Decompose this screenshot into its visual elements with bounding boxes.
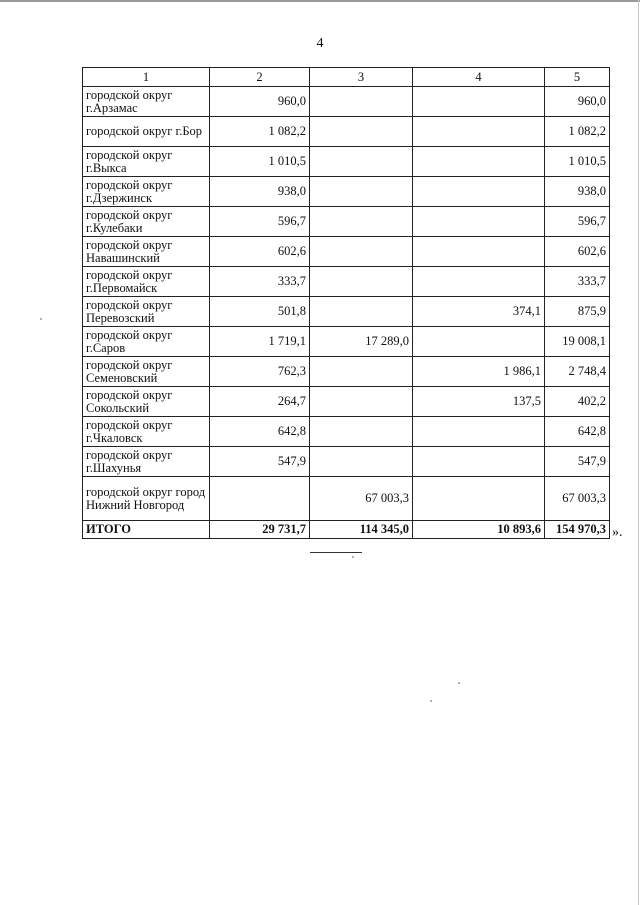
- value-cell-col2: 547,9: [210, 447, 310, 477]
- value-cell-col5: 333,7: [545, 267, 610, 297]
- municipality-name: городской округ г.Бор: [83, 117, 210, 147]
- table-row: [83, 477, 610, 521]
- table-row: [83, 447, 610, 477]
- scan-speck: [430, 700, 432, 702]
- value-cell-col5: 19 008,1: [545, 327, 610, 357]
- value-cell-col4: [413, 417, 545, 447]
- value-cell-col2: 602,6: [210, 237, 310, 267]
- value-cell-col4: [413, 87, 545, 117]
- value-cell-col3: [310, 297, 413, 327]
- value-cell-col2: 762,3: [210, 357, 310, 387]
- value-cell-col3: [310, 237, 413, 267]
- value-cell-col2: 938,0: [210, 177, 310, 207]
- value-cell-col5: 67 003,3: [545, 477, 610, 521]
- value-cell-col5: 1 082,2: [545, 117, 610, 147]
- municipality-name: городской округ г.Кулебаки: [83, 207, 210, 237]
- value-cell-col4: [413, 117, 545, 147]
- scan-speck: [458, 682, 460, 684]
- header-cell: 3: [310, 68, 413, 87]
- table-row: [83, 147, 610, 177]
- table-row: [83, 237, 610, 267]
- value-cell-col3: [310, 177, 413, 207]
- value-cell-col2: [210, 477, 310, 521]
- table-row: [83, 267, 610, 297]
- value-cell-col3: [310, 87, 413, 117]
- header-row: [83, 68, 610, 87]
- table-row: [83, 357, 610, 387]
- total-col2: 29 731,7: [210, 521, 310, 539]
- table-row: [83, 87, 610, 117]
- municipality-name: городской округ Семеновский: [83, 357, 210, 387]
- value-cell-col3: 67 003,3: [310, 477, 413, 521]
- table-row: [83, 387, 610, 417]
- value-cell-col5: 1 010,5: [545, 147, 610, 177]
- value-cell-col4: [413, 177, 545, 207]
- table-row: [83, 177, 610, 207]
- value-cell-col3: [310, 147, 413, 177]
- budget-table: [82, 67, 610, 539]
- closing-quote-mark: ».: [612, 525, 623, 540]
- scan-speck: [352, 556, 354, 558]
- value-cell-col4: [413, 477, 545, 521]
- value-cell-col5: 602,6: [545, 237, 610, 267]
- value-cell-col2: 960,0: [210, 87, 310, 117]
- value-cell-col4: 137,5: [413, 387, 545, 417]
- value-cell-col3: [310, 207, 413, 237]
- value-cell-col4: [413, 327, 545, 357]
- table-row: [83, 207, 610, 237]
- value-cell-col4: [413, 147, 545, 177]
- value-cell-col2: 1 082,2: [210, 117, 310, 147]
- municipality-name: городской округ г.Дзержинск: [83, 177, 210, 207]
- value-cell-col2: 1 719,1: [210, 327, 310, 357]
- scan-right-edge: [638, 0, 639, 905]
- municipality-name: городской округ город Нижний Новгород: [83, 477, 210, 521]
- scan-top-edge: [0, 0, 640, 2]
- value-cell-col5: 2 748,4: [545, 357, 610, 387]
- header-cell: 5: [545, 68, 610, 87]
- table-row: [83, 417, 610, 447]
- value-cell-col5: 642,8: [545, 417, 610, 447]
- value-cell-col3: [310, 447, 413, 477]
- value-cell-col4: [413, 267, 545, 297]
- municipality-name: городской округ г.Шахунья: [83, 447, 210, 477]
- value-cell-col5: 960,0: [545, 87, 610, 117]
- value-cell-col3: [310, 417, 413, 447]
- value-cell-col3: [310, 117, 413, 147]
- header-cell: 2: [210, 68, 310, 87]
- municipality-name: городской округ г.Саров: [83, 327, 210, 357]
- table-row: [83, 297, 610, 327]
- page-number: 4: [316, 36, 324, 51]
- value-cell-col4: [413, 207, 545, 237]
- municipality-name: городской округ г.Арзамас: [83, 87, 210, 117]
- header-cell: 4: [413, 68, 545, 87]
- value-cell-col4: 1 986,1: [413, 357, 545, 387]
- municipality-name: городской округ Сокольский: [83, 387, 210, 417]
- value-cell-col5: 596,7: [545, 207, 610, 237]
- value-cell-col5: 402,2: [545, 387, 610, 417]
- value-cell-col5: 875,9: [545, 297, 610, 327]
- municipality-name: городской округ г.Выкса: [83, 147, 210, 177]
- value-cell-col2: 642,8: [210, 417, 310, 447]
- municipality-name: городской округ Перевозский: [83, 297, 210, 327]
- value-cell-col3: [310, 267, 413, 297]
- value-cell-col3: [310, 357, 413, 387]
- value-cell-col2: 333,7: [210, 267, 310, 297]
- value-cell-col3: [310, 387, 413, 417]
- municipality-name: городской округ г.Первомайск: [83, 267, 210, 297]
- value-cell-col2: 501,8: [210, 297, 310, 327]
- value-cell-col5: 547,9: [545, 447, 610, 477]
- total-label: ИТОГО: [83, 521, 210, 539]
- value-cell-col5: 938,0: [545, 177, 610, 207]
- total-col4: 10 893,6: [413, 521, 545, 539]
- table-row: [83, 117, 610, 147]
- value-cell-col2: 596,7: [210, 207, 310, 237]
- value-cell-col3: 17 289,0: [310, 327, 413, 357]
- value-cell-col4: 374,1: [413, 297, 545, 327]
- end-rule: [310, 552, 362, 553]
- value-cell-col2: 264,7: [210, 387, 310, 417]
- total-col5: 154 970,3: [545, 521, 610, 539]
- total-row: [83, 521, 610, 539]
- value-cell-col4: [413, 447, 545, 477]
- municipality-name: городской округ Навашинский: [83, 237, 210, 267]
- table-row: [83, 327, 610, 357]
- value-cell-col4: [413, 237, 545, 267]
- scan-speck: [40, 318, 42, 320]
- header-cell: 1: [83, 68, 210, 87]
- municipality-name: городской округ г.Чкаловск: [83, 417, 210, 447]
- value-cell-col2: 1 010,5: [210, 147, 310, 177]
- total-col3: 114 345,0: [310, 521, 413, 539]
